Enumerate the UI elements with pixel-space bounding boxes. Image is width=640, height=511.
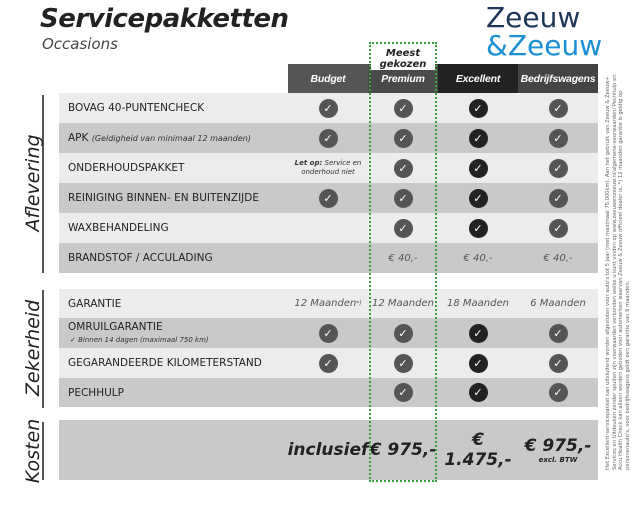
section-kosten: Kosten [22,418,44,484]
budget-note: Let op: Service en onderhoud niet [294,159,362,176]
check-circle-icon: ✓ [394,99,413,118]
table-row [59,289,598,318]
price-cell: € 40,- [388,252,418,264]
warranty-cell: 12 Maanden *) [294,298,362,309]
check-circle-icon: ✓ [469,383,488,402]
row-label: GEGARANDEERDE KILOMETERSTAND [68,357,262,369]
check-circle-icon: ✓ [394,354,413,373]
price-budget: inclusief [287,440,369,460]
check-circle-icon: ✓ [549,99,568,118]
price-cell: € 40,- [543,252,573,264]
check-circle-icon: ✓ [469,189,488,208]
row-label: PECHHULP [68,386,124,399]
check-circle-icon: ✓ [394,219,413,238]
check-circle-icon: ✓ [549,354,568,373]
warranty-cell: 12 Maanden [372,298,434,309]
warranty-cell: 18 Maanden [447,298,509,309]
price-excellent: € 1.475,- [444,430,512,470]
table-row [59,318,598,348]
check-circle-icon: ✓ [319,354,338,373]
check-circle-icon: ✓ [469,354,488,373]
table-row [59,93,598,123]
check-circle-icon: ✓ [549,129,568,148]
row-label: GARANTIE [68,297,122,310]
row-label: WAXBEHANDELING [68,222,169,234]
most-chosen-label: Meest gekozen [371,48,435,70]
check-circle-icon: ✓ [549,189,568,208]
page-subtitle: Occasions [42,35,118,53]
table-row [59,123,598,153]
check-circle-icon: ✓ [319,189,338,208]
section-aflevering: Aflevering [22,134,44,232]
price-cell: € 40,- [463,252,493,264]
header-excellent: Excellent [438,64,518,93]
header-premium: Premium [368,64,438,93]
header-bedrijfswagens: Bedrijfswagens [518,64,598,93]
check-circle-icon: ✓ [549,159,568,178]
price-bedrijfswagens: € 975,- excl. BTW [524,436,592,464]
check-circle-icon: ✓ [394,159,413,178]
check-circle-icon: ✓ [469,219,488,238]
check-circle-icon: ✓ [549,219,568,238]
price-premium: € 975,- [369,440,437,460]
check-circle-icon: ✓ [469,129,488,148]
row-label: REINIGING BINNEN- EN BUITENZIJDE [68,192,259,204]
row-label: BOVAG 40-PUNTENCHECK [68,102,205,114]
check-circle-icon: ✓ [549,324,568,343]
table-row [59,213,598,243]
check-circle-icon: ✓ [394,189,413,208]
check-circle-icon: ✓ [319,99,338,118]
table-row [59,153,598,183]
table-row [59,183,598,213]
table-row [59,243,598,273]
row-label: APK (Geldigheid van minimaal 12 maanden) [68,132,251,144]
check-circle-icon: ✓ [394,129,413,148]
table-row [59,378,598,407]
warranty-cell: 6 Maanden [530,298,586,309]
page-title: Servicepakketten [40,4,289,34]
check-circle-icon: ✓ [469,159,488,178]
check-circle-icon: ✓ [469,99,488,118]
row-label: OMRUILGARANTIE ✓ Binnen 14 dagen (maximaal 750 km) [68,321,209,344]
row-label: ONDERHOUDSPAKKET [68,162,185,174]
check-circle-icon: ✓ [469,324,488,343]
row-label: BRANDSTOF / ACCULADING [68,252,213,264]
check-circle-icon: ✓ [394,324,413,343]
check-circle-icon: ✓ [319,129,338,148]
check-circle-icon: ✓ [319,324,338,343]
table-row [59,348,598,378]
header-budget: Budget [288,64,368,93]
zeeuw-logo: Zeeuw &Zeeuw [486,1,603,62]
disclaimer: Het Excellent-servicepakket kan uitsluitend worden afgesloten voor auto's tot 5 jaar (met maximaal 75.000km). Aan het gebruik van Zeeuw & Zeeuw+ Services en Uitdeuken zonder spuiten zijn voorwaarden verbonden welke u kunt vinden op www.zeeuwenzeeuw.nl/algemene-voorwaarden/ Pechhulp en Accu Health Check kan alleen worden geboden voor automerken waarvan Zeeuw & Zeeuw officieel dealer is. *) 12 maanden garantie is geldig op personenauto's, voor bedrijfswagens geldt een garantie van 6 maanden. [605,74,631,470]
section-zekerheid: Zekerheid [22,299,44,397]
check-circle-icon: ✓ [394,383,413,402]
check-circle-icon: ✓ [549,383,568,402]
price-row [59,420,598,480]
